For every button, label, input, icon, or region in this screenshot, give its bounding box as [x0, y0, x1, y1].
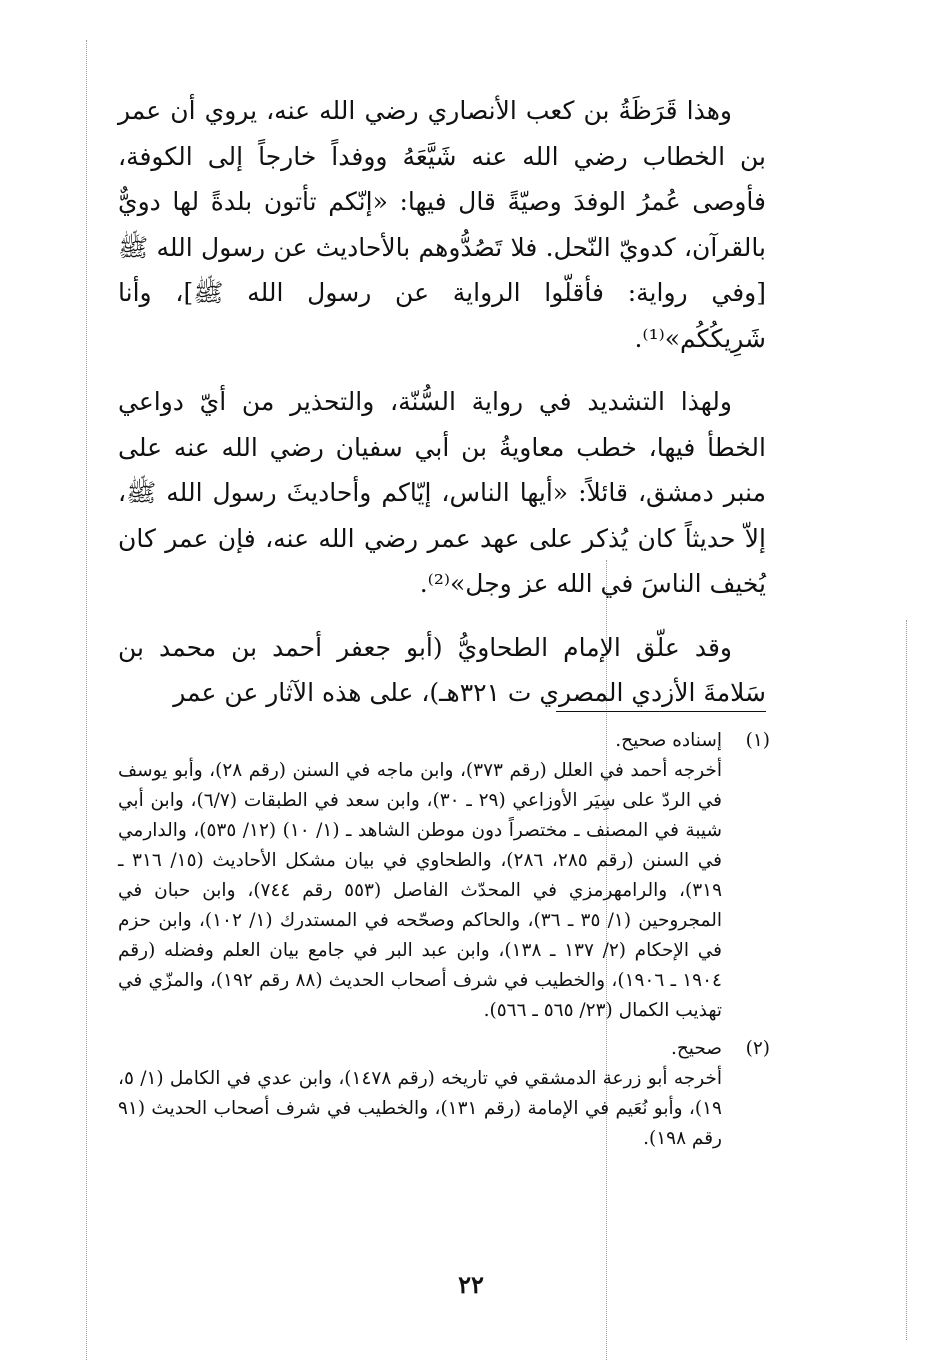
- paragraph-2: ولهذا التشديد في رواية السُّنّة، والتحذير من أيّ دواعي الخطأ فيها، خطب معاويةُ بن أبي سفيان رضي الله عنه على منبر دمشق، قائلاً: «أيها الناس، إيّاكم وأحاديثَ رسول الله ﷺ، إلاّ حديثاً كان يُذكر على عهد عمر رضي الله عنه، فإن عمر كان يُخيف الناسَ في الله عز وجل»⁽²⁾.: [118, 387, 766, 598]
- footnote-heading: إسناده صحيح.: [615, 730, 722, 751]
- footnote-text: أخرجه أحمد في العلل (رقم ٣٧٣)، وابن ماجه في السنن (رقم ٢٨)، وأبو يوسف في الردّ على سِيَر الأوزاعي (٢٩ ـ ٣٠)، وابن سعد في الطبقات (٦/٧)، وابن أبي شيبة في المصنف ـ مختصراً دون موطن الشاهد ـ (١/ ١٠) (١٢/ ٥٣٥)، والدارمي في السنن (رقم ٢٨٥، ٢٨٦)، والطحاوي في بيان مشكل الأحاديث (١٥/ ٣١٦ ـ ٣١٩)، والرامهرمزي في المحدّث الفاصل (٥٥٣ رقم ٧٤٤)، وابن حبان في المجروحين (١/ ٣٥ ـ ٣٦)، والحاكم وصحّحه في المستدرك (١/ ١٠٢)، وابن حزم في الإحكام (٢/ ١٣٧ ـ ١٣٨)، وابن عبد البر في جامع بيان العلم وفضله (رقم ١٩٠٤ ـ ١٩٠٦)، والخطيب في شرف أصحاب الحديث (٨٨ رقم ١٩٢)، والمزّي في تهذيب الكمال (٢٣/ ٥٦٥ ـ ٥٦٦).: [118, 760, 723, 1021]
- footnote-number: (٢): [745, 1038, 770, 1059]
- page-number: ٢٢: [458, 1270, 484, 1299]
- footnote-divider: [556, 711, 766, 712]
- footnote-2: [118, 1034, 770, 1154]
- footnote-heading: صحيح.: [670, 1038, 722, 1059]
- footnotes: [118, 726, 770, 1162]
- main-text: [118, 88, 766, 734]
- paragraph-3: وقد علّق الإمام الطحاويُّ (أبو جعفر أحمد بن محمد بن سَلامةَ الأزدي المصري ت ٣٢١هـ)، على هذه الآثار عن عمر: [118, 632, 766, 707]
- paragraph-1: وهذا قَرَظَةُ بن كعب الأنصاري رضي الله عنه، يروي أن عمر بن الخطاب رضي الله عنه شَيَّعَهُ ووفداً خارجاً إلى الكوفة، فأوصى عُمرُ الوفدَ وصيّةً قال فيها: «إنّكم تأتون بلدةً لها دويٌّ بالقرآن، كدويّ النّحل. فلا تَصُدُّوهم بالأحاديث عن رسول الله ﷺ [وفي رواية: فأقلّوا الرواية عن رسول الله ﷺ]، وأنا شَرِيكُكُم»⁽¹⁾.: [118, 96, 766, 353]
- scan-artifact-line: [86, 40, 87, 1360]
- footnote-1: [118, 726, 770, 1026]
- footnote-number: (١): [745, 730, 770, 751]
- footnote-text: أخرجه أبو زرعة الدمشقي في تاريخه (رقم ١٤٧٨)، وابن عدي في الكامل (١/ ٥، ١٩)، وأبو نُعَيم في الإمامة (رقم ١٣١)، والخطيب في شرف أصحاب الحديث (٩١ رقم ١٩٨).: [118, 1068, 722, 1149]
- scan-artifact-line: [906, 620, 907, 1340]
